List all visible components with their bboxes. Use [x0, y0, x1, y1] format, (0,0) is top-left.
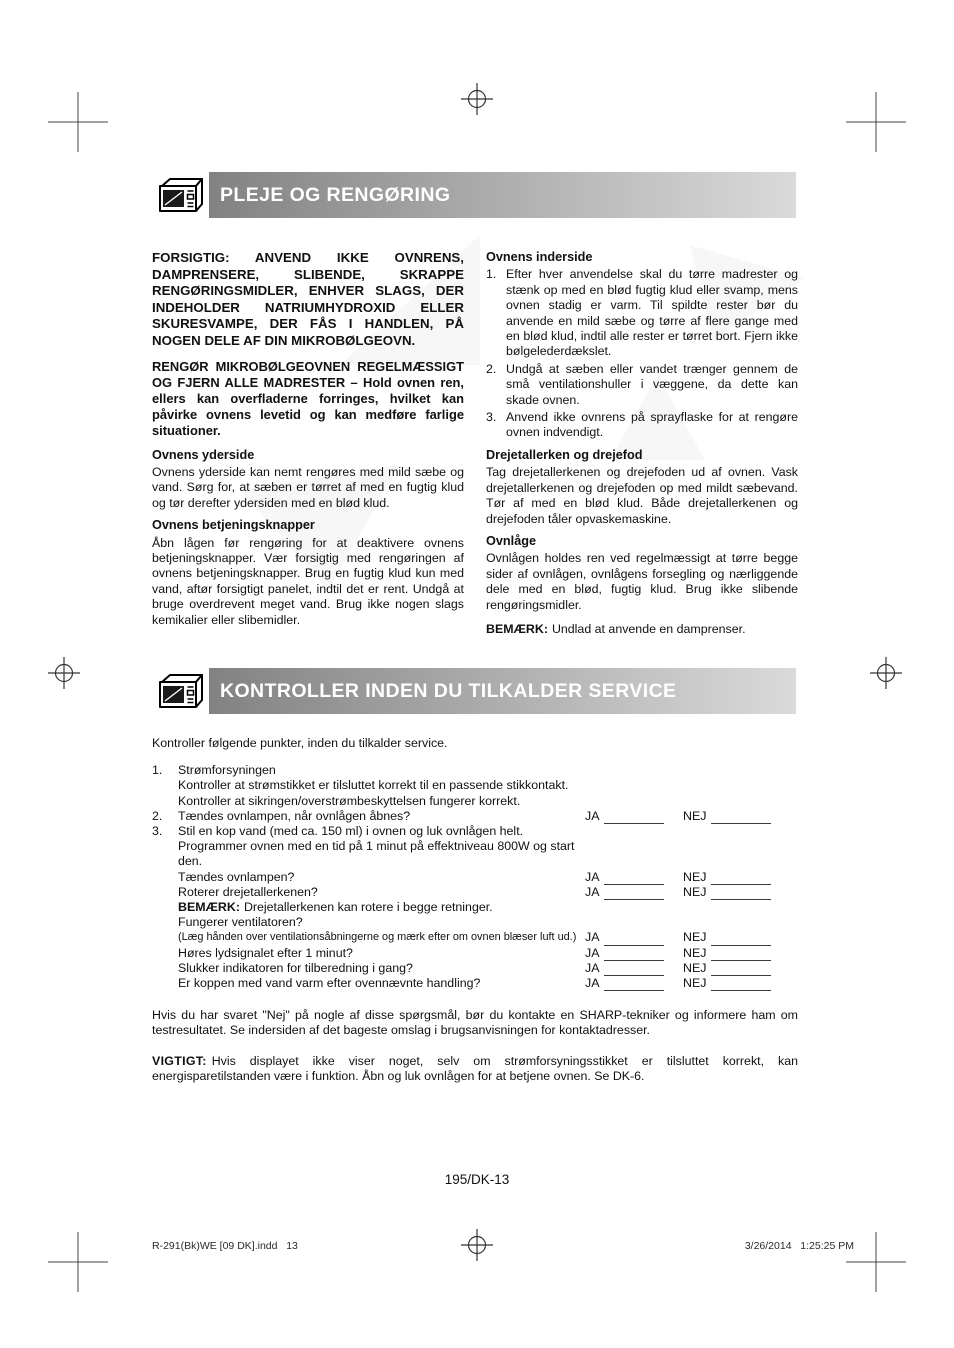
row-text: Programmer ovnen med en tid på 1 minut på effektniveau 800W og start den.: [178, 839, 575, 869]
ja-cell: [585, 809, 683, 824]
caution-warning: FORSIGTIG: ANVEND IKKE OVNRENS, DAMPRENSERE, SLIBENDE, SKRAPPE RENGØRINGSMIDLER, ENHVER SLAGS, DER INDEHOLDER NATRIUMHYDROXID ELLER SKURESVAMPE, DER FÅS I HANDLEN, PÅ NOGEN DELE AF DIN MIKROBØLGEOVN.: [152, 250, 464, 348]
checklist-row: [152, 870, 798, 885]
print-filename: R-291(Bk)WE [09 DK].indd 13: [152, 1240, 298, 1252]
checklist-row: [152, 839, 798, 869]
checklist-row: [152, 778, 798, 793]
ja-blank-line: [604, 934, 664, 946]
registration-mark-left: [48, 657, 80, 689]
care-right-column: [486, 250, 798, 637]
list-text: Efter hver anvendelse skal du tørre madrester og stænk op med en blød fugtig klud eller svamp, mens ovnen stadig er varm. Til spildte rester bør du anvende en mild sæbe og tørre af flere gange med en blød klud, indtil alle rester er tørret bort. Fjern ikke bølgelederdækslet.: [506, 267, 798, 359]
ja-cell: [585, 946, 683, 961]
checklist-row: [152, 915, 798, 930]
nej-label: NEJ: [683, 945, 707, 960]
list-item: [486, 410, 798, 441]
nej-cell: [683, 809, 783, 824]
row-text: Høres lydsignalet efter 1 minut?: [178, 945, 353, 960]
nej-label: NEJ: [683, 976, 707, 991]
nej-cell: [683, 976, 783, 991]
microwave-icon-box: [152, 668, 209, 714]
trim-mark-top-left: [48, 92, 108, 152]
service-section-header: [152, 668, 796, 714]
nej-blank-line: [711, 873, 771, 885]
row-text: Kontroller at strømstikket er tilsluttet korrekt til en passende stikkontakt.: [178, 778, 569, 793]
registration-mark-right: [870, 657, 902, 689]
checklist-row: [152, 809, 798, 824]
row-text: Roterer drejetallerkenen?: [178, 884, 318, 899]
nej-label: NEJ: [683, 884, 707, 899]
ja-cell: [585, 885, 683, 900]
door-text: Ovnlågen holdes ren ved regelmæssigt at tørre begge sider af ovnlågen, ovnlågens forsegling og nærliggende dele med en blød, fugtig klud. Brug ikke slibende rengøringsmidler.: [486, 551, 798, 612]
nej-blank-line: [711, 934, 771, 946]
row-number: 3.: [152, 824, 163, 839]
checklist-row: [152, 900, 798, 915]
nej-blank-line: [711, 964, 771, 976]
print-timestamp: 3/26/2014 1:25:25 PM: [744, 1240, 854, 1252]
checklist: [152, 763, 798, 991]
care-left-column: [152, 250, 464, 637]
ja-label: JA: [585, 930, 600, 945]
list-item: [486, 267, 798, 359]
ja-cell: [585, 961, 683, 976]
microwave-icon-box: [152, 172, 209, 218]
door-heading: Ovnlåge: [486, 533, 537, 548]
care-title-bar: [209, 172, 796, 218]
nej-blank-line: [711, 979, 771, 991]
service-intro: Kontroller følgende punkter, inden du tilkalder service.: [152, 736, 448, 750]
trim-mark-bottom-right: [846, 1232, 906, 1292]
nej-cell: [683, 870, 783, 885]
checklist-row: [152, 930, 798, 945]
nej-blank-line: [711, 949, 771, 961]
ja-blank-line: [604, 812, 664, 824]
important-text: Hvis displayet ikke viser noget, selv om strømforsyningsstikket er tilsluttet korrekt, kan energisparetilstanden være i funktion. Åbn og luk ovnlågen for at betjene ovnen. Se DK-6.: [152, 1053, 798, 1083]
row-number: 1.: [152, 763, 163, 778]
ja-blank-line: [604, 964, 664, 976]
checklist-row: [152, 946, 798, 961]
row-text: Slukker indikatoren for tilberedning i gang?: [178, 960, 413, 975]
ja-blank-line: [604, 979, 664, 991]
nej-blank-line: [711, 812, 771, 824]
page-number: 195/DK-13: [444, 1172, 510, 1187]
service-outro: Hvis du har svaret "Nej" på nogle af disse spørgsmål, bør du kontakte en SHARP-tekniker og informere ham om testresultatet. Se indersiden af det bageste omslag i brugsanvisningen for kontaktadresser.: [152, 1008, 798, 1038]
checklist-row: [152, 824, 798, 839]
row-text: Tændes ovnlampen?: [178, 869, 295, 884]
row-text: Stil en kop vand (med ca. 150 ml) i ovnen og luk ovnlågen helt.: [178, 824, 524, 839]
service-checklist-section: [152, 736, 798, 1084]
care-columns: [152, 250, 798, 637]
ja-label: JA: [585, 960, 600, 975]
trim-mark-top-right: [846, 92, 906, 152]
row-text: (Læg hånden over ventilationsåbningerne og mærk efter om ovnen blæser luft ud.): [178, 931, 577, 944]
checklist-row: [152, 794, 798, 809]
row-text: Fungerer ventilatoren?: [178, 915, 303, 930]
interior-list: [486, 267, 798, 440]
controls-text: Åbn lågen før rengøring for at deaktivere ovnens betjeningsknapper. Vær forsigtig med rengøringen af ovnens betjeningsknapper. Brug en fugtig klud kun med vand, aftør forsigtigt panelet, indtil det er rent. Undgå at bruge overdrevent meget vand. Brug ikke nogen slags kemikalier eller slibemidler.: [152, 535, 464, 627]
list-item: [486, 362, 798, 408]
nej-cell: [683, 930, 783, 945]
list-text: Anvend ikke ovnrens på sprayflaske for at rengøre ovnen indvendigt.: [506, 410, 798, 440]
checklist-row: [152, 976, 798, 991]
trim-mark-bottom-left: [48, 1232, 108, 1292]
ja-label: JA: [585, 869, 600, 884]
ja-label: JA: [585, 884, 600, 899]
ja-label: JA: [585, 808, 600, 823]
note-label: BEMÆRK:: [486, 621, 548, 636]
ja-blank-line: [604, 949, 664, 961]
ja-cell: [585, 870, 683, 885]
nej-cell: [683, 961, 783, 976]
service-section-title: KONTROLLER INDEN DU TILKALDER SERVICE: [220, 679, 677, 702]
nej-cell: [683, 946, 783, 961]
row-text: Drejetallerkenen kan rotere i begge retninger.: [243, 900, 493, 915]
important-label: VIGTIGT:: [152, 1053, 207, 1068]
list-text: Undgå at sæben eller vandet trænger gennem de små ventilationshuller i væggene, da dette kan skade ovnen.: [506, 361, 798, 407]
clean-regularly-warning: RENGØR MIKROBØLGEOVNEN REGELMÆSSIGT OG FJERN ALLE MADRESTER – Hold ovnen ren, ellers kan overfladerne forringes, hvilket kan påvirke ovnens levetid og kan medføre farlige situationer.: [152, 358, 464, 439]
list-number: 2.: [486, 361, 497, 376]
ja-cell: [585, 976, 683, 991]
note-text: Undlad at anvende en damprenser.: [551, 621, 746, 636]
nej-label: NEJ: [683, 960, 707, 975]
ja-blank-line: [604, 888, 664, 900]
ja-blank-line: [604, 873, 664, 885]
row-number: 2.: [152, 808, 163, 823]
checklist-row: [152, 885, 798, 900]
turntable-heading: Drejetallerken og drejefod: [486, 447, 643, 462]
registration-mark-bottom: [461, 1229, 493, 1261]
nej-label: NEJ: [683, 808, 707, 823]
care-section-title: PLEJE OG RENGØRING: [220, 183, 451, 206]
checklist-row: [152, 763, 798, 778]
ja-label: JA: [585, 976, 600, 991]
row-text: Tændes ovnlampen, når ovnlågen åbnes?: [178, 808, 411, 823]
nej-cell: [683, 885, 783, 900]
exterior-text: Ovnens yderside kan nemt rengøres med mild sæbe og vand. Sørg for, at sæben er tørret af med en fugtig klud og tør derefter ydersiden med en blød klud.: [152, 464, 464, 510]
row-bold-label: BEMÆRK:: [178, 900, 240, 915]
registration-mark-top: [461, 83, 493, 115]
microwave-icon: [158, 672, 204, 710]
care-section-header: [152, 172, 796, 218]
row-text: Strømforsyningen: [178, 763, 276, 778]
checklist-row: [152, 961, 798, 976]
row-text: Kontroller at sikringen/overstrømbeskyttelsen fungerer korrekt.: [178, 793, 521, 808]
nej-label: NEJ: [683, 869, 707, 884]
nej-label: NEJ: [683, 930, 707, 945]
nej-blank-line: [711, 888, 771, 900]
list-number: 3.: [486, 410, 497, 425]
service-title-bar: [209, 668, 796, 714]
exterior-heading: Ovnens yderside: [152, 447, 255, 462]
list-number: 1.: [486, 267, 497, 282]
important-paragraph: [152, 1054, 798, 1084]
ja-label: JA: [585, 945, 600, 960]
controls-heading: Ovnens betjeningsknapper: [152, 518, 315, 533]
microwave-icon: [158, 176, 204, 214]
row-text: Er koppen med vand varm efter ovennævnte handling?: [178, 976, 481, 991]
ja-cell: [585, 930, 683, 945]
note-paragraph: [486, 622, 798, 637]
interior-heading: Ovnens inderside: [486, 250, 593, 264]
turntable-text: Tag drejetallerkenen og drejefoden ud af ovnen. Vask drejetallerkenen og drejefoden op med mildt sæbevand. Tør af med en blød klud. Både drejetallerkenen og drejefoden tåler opvaskemaskine.: [486, 465, 798, 526]
